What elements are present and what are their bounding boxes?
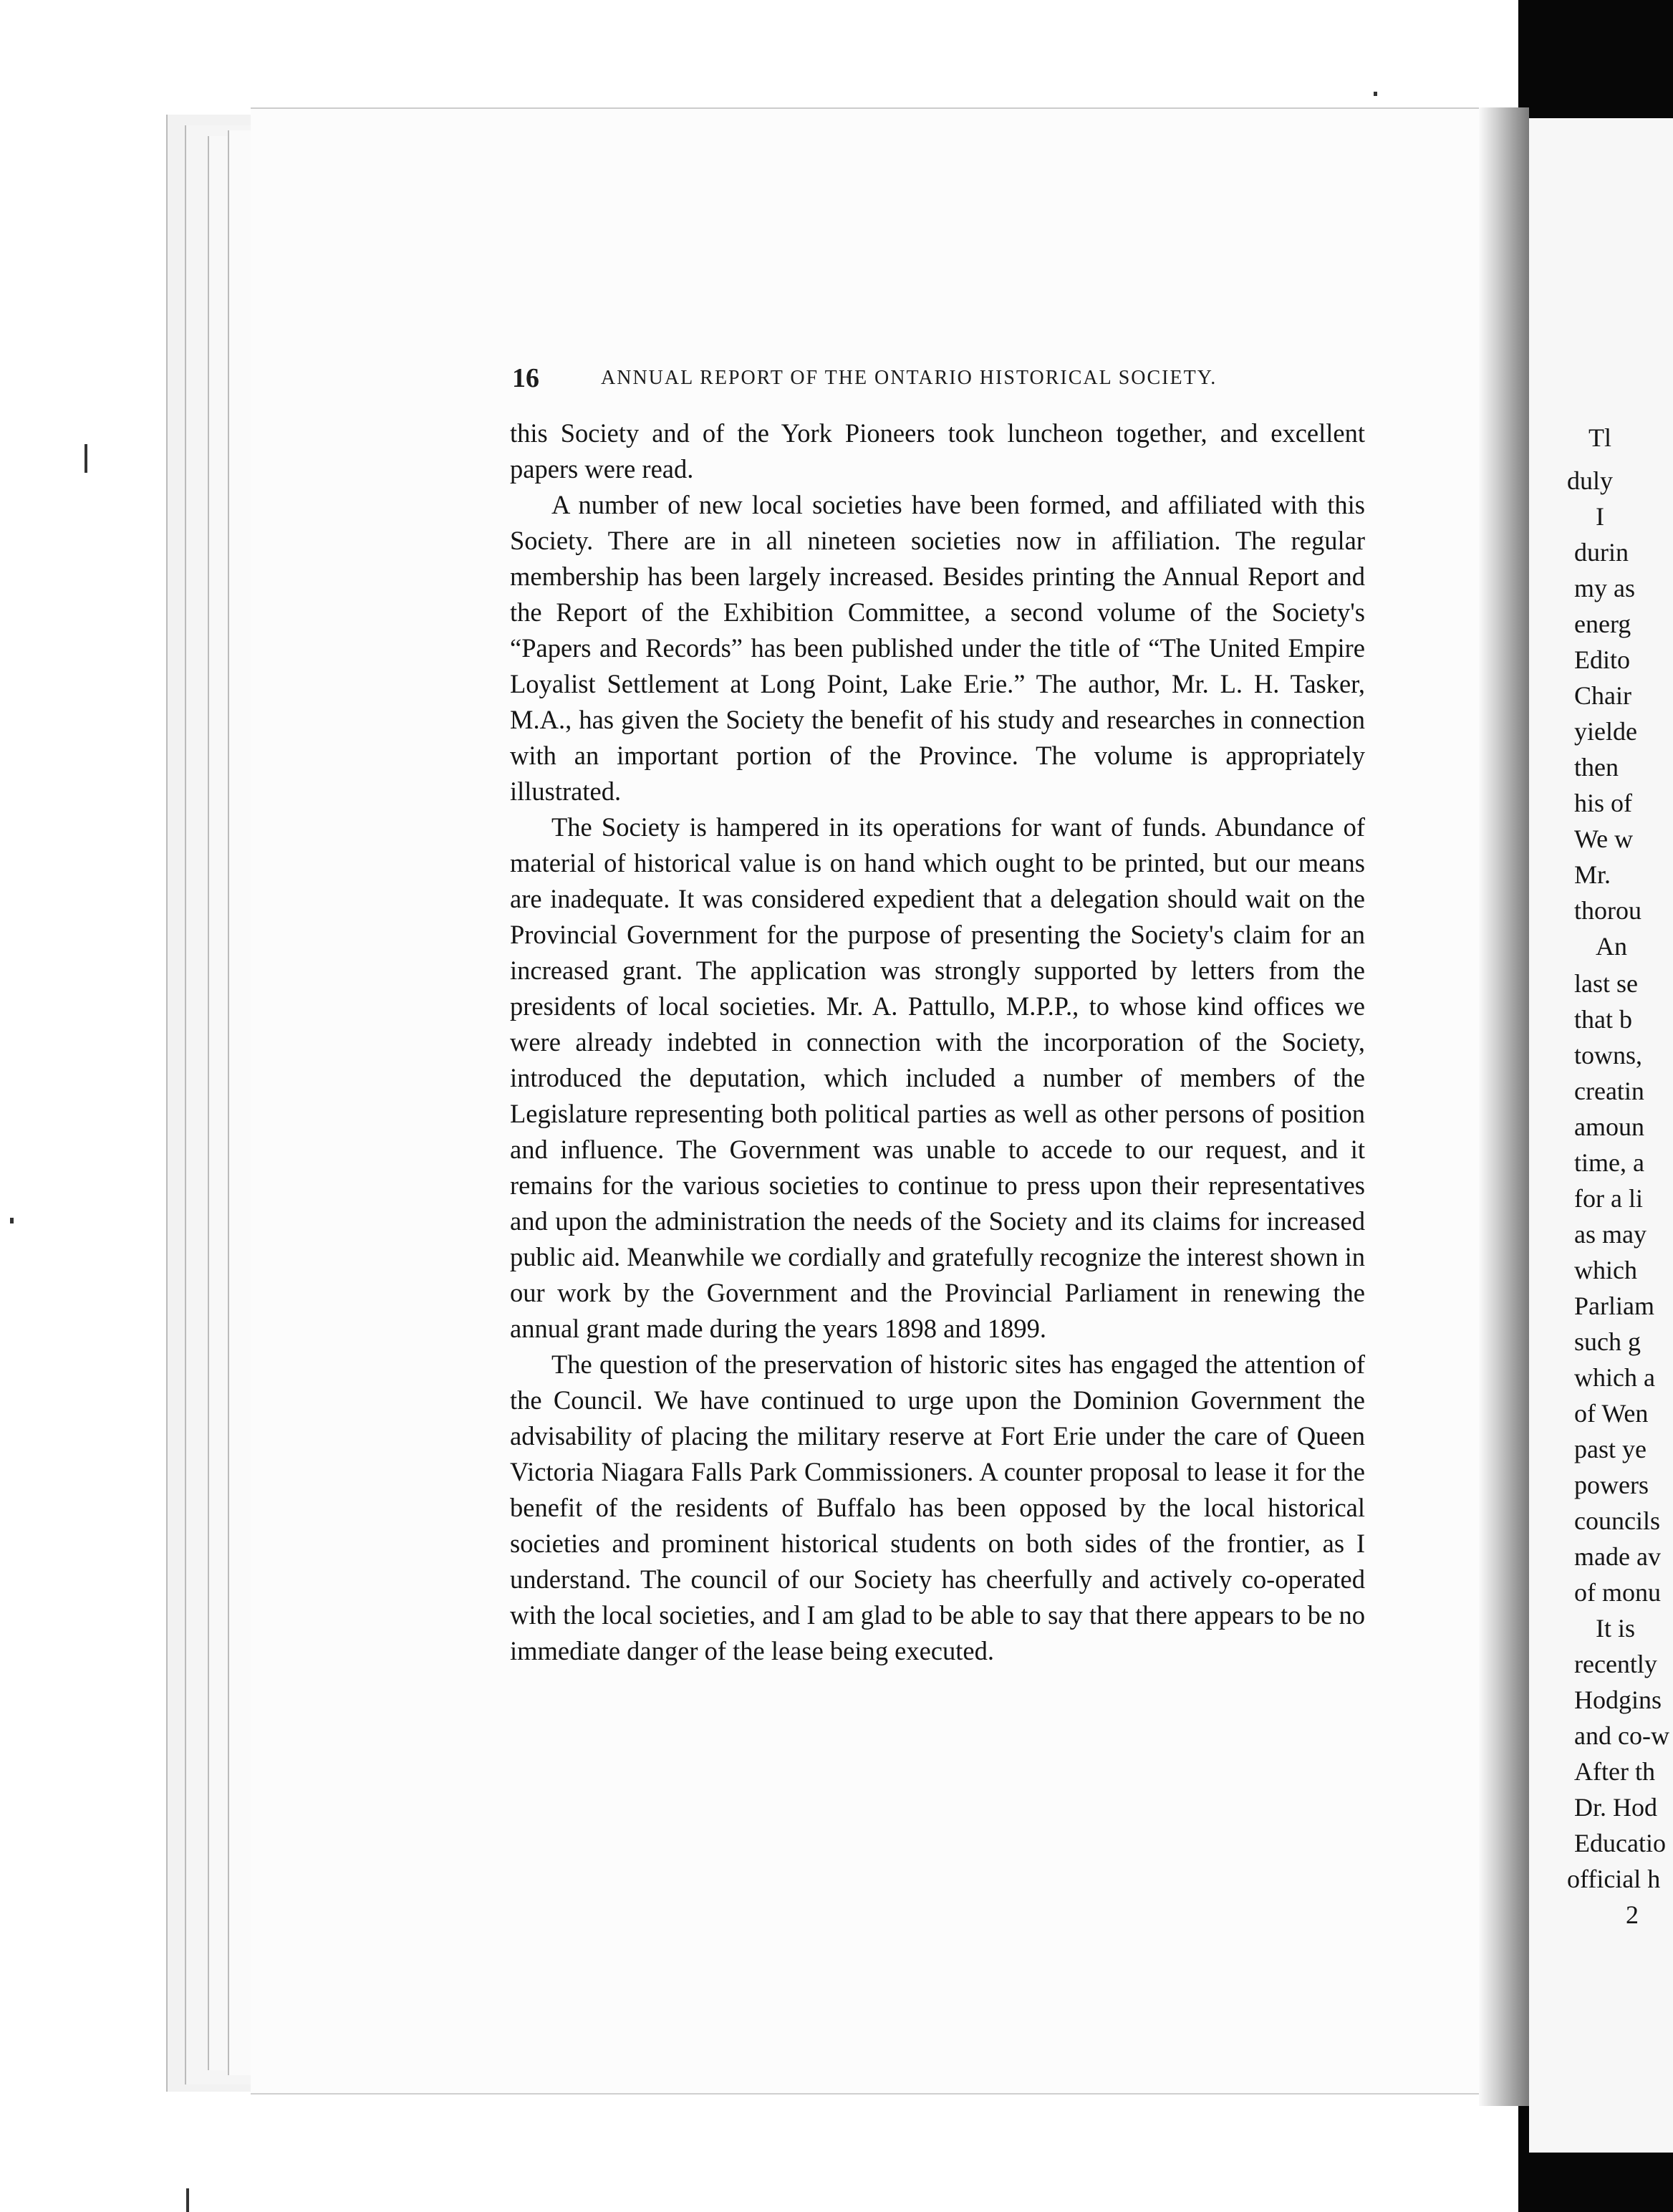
facing-page-line: We w xyxy=(1574,824,1634,853)
body-text xyxy=(510,415,1365,1669)
facing-page-line: Edito xyxy=(1574,645,1630,674)
facing-page-line: powers xyxy=(1574,1471,1649,1499)
paragraph-3: The Society is hampered in its operations for want of funds. Abundance of material of historical value is on hand which ought to be printed, but our means are inadequate. It was considered expedient that a delegation should wait on the Provincial Government for the purpose of presenting the Society's claim for an increased grant. The application was strongly supported by letters from the presidents of local societies. Mr. A. Pattullo, M.P.P., to whose kind offices we were already indebted in connection with the incorporation of the Society, introduced the deputation, which included a number of members of the Legislature representing both political parties as well as other persons of position and influence. The Government was unable to accede to our request, and it remains for the various societies to continue to press upon their representatives and upon the administration the needs of the Society and its claims for increased public aid. Meanwhile we cordially and gratefully recognize the interest shown in our work by the Government and the Provincial Parliament in renewing the annual grant made during the years 1898 and 1899. xyxy=(510,812,1365,1343)
facing-page-line: of Wen xyxy=(1574,1399,1649,1428)
facing-page-line: creatin xyxy=(1574,1077,1644,1105)
facing-page-line: his of xyxy=(1574,789,1632,817)
facing-page-line: energ xyxy=(1574,610,1631,638)
facing-page-line: duly xyxy=(1567,466,1614,495)
facing-page-line: Mr. xyxy=(1574,860,1611,889)
scan-speck xyxy=(85,444,87,473)
scan-speck xyxy=(1374,92,1377,96)
facing-page-line: as may xyxy=(1574,1220,1647,1249)
paragraph-2: A number of new local societies have been formed, and affiliated with this Society. There are in all nineteen societies now in affiliation. The regular membership has been largely increased. Besides printing the Annual Report and the Report of the Exhibition Committee, a second volume of the Society's “Papers and Records” has been published under the title of “The United Empire Loyalist Settlement at Long Point, Lake Erie.” The author, Mr. L. H. Tasker, M.A., has given the Society the benefit of his study and researches in connection with an important portion of the Province. The volume is appropriately illustrated. xyxy=(510,490,1365,806)
facing-page-line: for a li xyxy=(1574,1184,1643,1213)
facing-page-line: recently xyxy=(1574,1650,1657,1678)
facing-page-line: Tl xyxy=(1588,423,1611,452)
facing-page-line: amoun xyxy=(1574,1112,1644,1141)
facing-page-line: made av xyxy=(1574,1542,1661,1571)
page-number: 16 xyxy=(512,363,539,393)
facing-page-line: yielde xyxy=(1574,717,1637,746)
facing-page-line: An xyxy=(1596,932,1627,961)
book-gutter xyxy=(1479,107,1529,2106)
facing-page-line: and co-w xyxy=(1574,1721,1669,1750)
facing-page-line: which xyxy=(1574,1256,1637,1284)
facing-page-line: councils xyxy=(1574,1506,1660,1535)
facing-page-line: such g xyxy=(1574,1327,1641,1356)
running-header xyxy=(512,362,1371,394)
scan-speck xyxy=(186,2188,189,2212)
facing-page-line: Parliam xyxy=(1574,1292,1654,1320)
facing-page-line: Hodgins xyxy=(1574,1686,1662,1714)
facing-page-line: Educatio xyxy=(1574,1829,1666,1857)
facing-page-line: durin xyxy=(1574,538,1629,567)
facing-page-line: then xyxy=(1574,753,1619,782)
facing-page-line: time, a xyxy=(1574,1148,1644,1177)
facing-page-line: towns, xyxy=(1574,1041,1643,1069)
running-title: ANNUAL REPORT OF THE ONTARIO HISTORICAL SOCIETY. xyxy=(601,367,1218,389)
facing-page-line: It is xyxy=(1596,1614,1636,1643)
scan-speck xyxy=(10,1218,14,1223)
facing-page-line: After th xyxy=(1574,1757,1655,1786)
facing-page-line: that b xyxy=(1574,1005,1632,1034)
facing-page-line: of monu xyxy=(1574,1578,1661,1607)
facing-page-line: 2 xyxy=(1626,1900,1639,1929)
facing-page-line: which a xyxy=(1574,1363,1655,1392)
facing-page-line: I xyxy=(1596,502,1604,531)
paragraph-4: The question of the preservation of historic sites has engaged the attention of the Council. We have continued to urge upon the Dominion Government the advisability of placing the military reserve at Fort Erie under the care of Queen Victoria Niagara Falls Park Commissioners. A counter proposal to lease it for the benefit of the residents of Buffalo has been opposed by the local historical societies and prominent historical students on both sides of the frontier, as I understand. The council of our Society has cheerfully and actively co-operated with the local societies, and I am glad to be able to say that there appears to be no immediate danger of the lease being executed. xyxy=(510,1350,1365,1665)
facing-page-line: official h xyxy=(1567,1865,1661,1893)
facing-page-line: Chair xyxy=(1574,681,1631,710)
paragraph-1: this Society and of the York Pioneers took luncheon together, and excellent papers were read. xyxy=(510,418,1365,484)
facing-page-line: thorou xyxy=(1574,896,1641,925)
facing-page-line: past ye xyxy=(1574,1435,1647,1463)
facing-page-line: my as xyxy=(1574,574,1635,602)
facing-page-line: Dr. Hod xyxy=(1574,1793,1657,1822)
facing-page-line: last se xyxy=(1574,969,1638,998)
